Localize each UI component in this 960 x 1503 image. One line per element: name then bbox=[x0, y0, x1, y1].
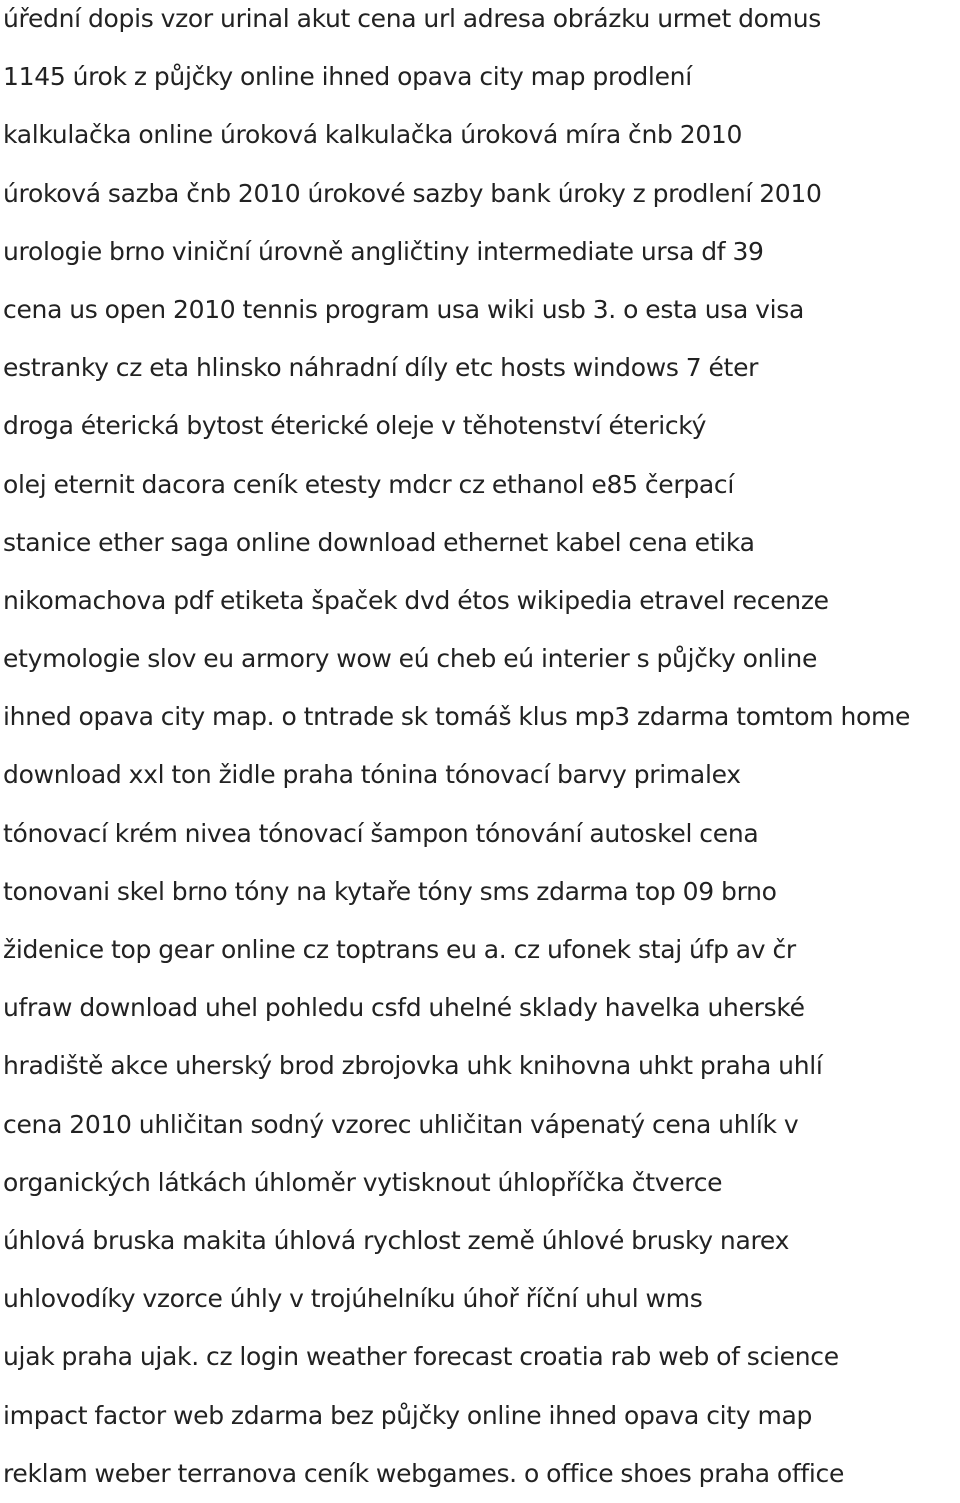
text-line: hradiště akce uherský brod zbrojovka uhk knihovna uhkt praha uhlí bbox=[3, 1051, 823, 1081]
body-text bbox=[3, 0, 960, 1503]
text-line: droga éterická bytost éterické oleje v těhotenství éterický bbox=[3, 411, 707, 441]
text-line: úřední dopis vzor urinal akut cena url adresa obrázku urmet domus bbox=[3, 4, 821, 33]
text-line: organických látkách úhloměr vytisknout úhlopříčka čtverce bbox=[3, 1167, 723, 1197]
text-line: impact factor web zdarma bez půjčky online ihned opava city map bbox=[3, 1400, 813, 1430]
text-line: úroková sazba čnb 2010 úrokové sazby bank úroky z prodlení 2010 bbox=[3, 178, 822, 208]
text-line: ihned opava city map. o tntrade sk tomáš klus mp3 zdarma tomtom home bbox=[3, 702, 911, 732]
text-line: estranky cz eta hlinsko náhradní díly etc hosts windows 7 éter bbox=[3, 353, 759, 383]
text-line: 1145 úrok z půjčky online ihned opava city map prodlení bbox=[3, 62, 692, 92]
text-line: tónovací krém nivea tónovací šampon tónování autoskel cena bbox=[3, 818, 759, 848]
text-line: židenice top gear online cz toptrans eu a. cz ufonek staj úfp av čr bbox=[3, 935, 796, 964]
text-line: tonovani skel brno tóny na kytaře tóny sms zdarma top 09 brno bbox=[3, 876, 777, 906]
text-line: stanice ether saga online download ethernet kabel cena etika bbox=[3, 527, 755, 557]
text-line: cena 2010 uhličitan sodný vzorec uhličitan vápenatý cena uhlík v bbox=[3, 1109, 799, 1139]
text-line: ufraw download uhel pohledu csfd uhelné sklady havelka uherské bbox=[3, 993, 805, 1023]
text-line: úhlová bruska makita úhlová rychlost země úhlové brusky narex bbox=[3, 1225, 790, 1255]
text-line: ujak praha ujak. cz login weather forecast croatia rab web of science bbox=[3, 1342, 839, 1372]
text-line: etymologie slov eu armory wow eú cheb eú interier s půjčky online bbox=[3, 644, 818, 674]
text-line: download xxl ton židle praha tónina tónovací barvy primalex bbox=[3, 760, 741, 790]
text-line: olej eternit dacora ceník etesty mdcr cz ethanol e85 čerpací bbox=[3, 469, 735, 499]
text-line: cena us open 2010 tennis program usa wiki usb 3. o esta usa visa bbox=[3, 294, 805, 324]
text-line: urologie brno viniční úrovně angličtiny intermediate ursa df 39 bbox=[3, 236, 764, 266]
text-line: nikomachova pdf etiketa špaček dvd étos wikipedia etravel recenze bbox=[3, 585, 829, 615]
text-line: reklam weber terranova ceník webgames. o office shoes praha office bbox=[3, 1458, 845, 1488]
text-line: kalkulačka online úroková kalkulačka úroková míra čnb 2010 bbox=[3, 120, 743, 150]
text-line: uhlovodíky vzorce úhly v trojúhelníku úhoř říční uhul wms bbox=[3, 1284, 703, 1314]
